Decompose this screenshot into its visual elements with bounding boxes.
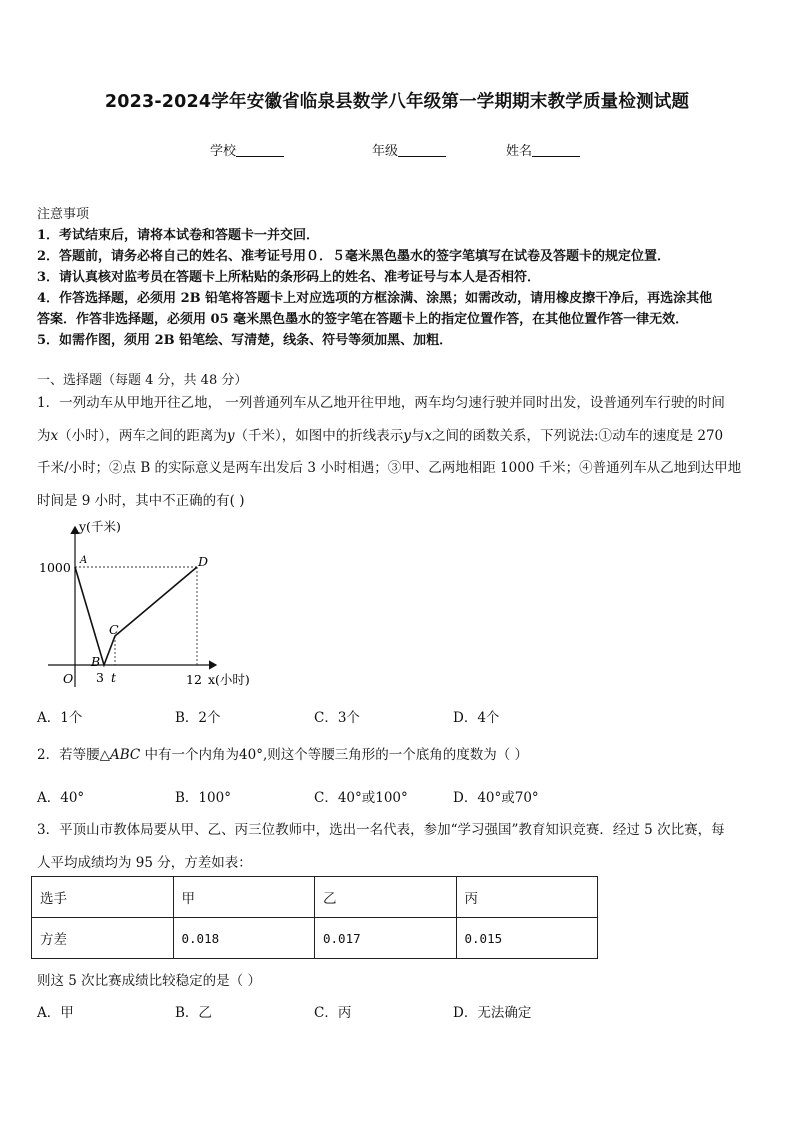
q1-distance-time-graph — [30, 515, 270, 695]
q2-option-b[interactable]: B．100° — [175, 790, 231, 806]
q3-line-2: 人平均成绩均为 95 分，方差如表： — [37, 854, 252, 871]
grade-blank — [398, 143, 446, 157]
q1-option-c[interactable]: C．3个 — [314, 710, 360, 726]
notice-item: 4．作答选择题，必须用 2B 铅笔将答题卡上对应选项的方框涂满、涂黑；如需改动，请用橡皮擦干净后，再选涂其他 — [37, 291, 713, 306]
q3-option-c[interactable]: C．丙 — [314, 1005, 352, 1021]
notice-item: 5．如需作图，须用 2B 铅笔绘、写清楚，线条、符号等须加黑、加粗． — [37, 333, 453, 348]
section-heading: 一、选择题（每题 4 分，共 48 分） — [37, 373, 248, 388]
q1-line-4: 时间是 9 小时，其中不正确的有( ) — [37, 492, 245, 509]
q2-option-c[interactable]: C．40°或100° — [314, 790, 408, 806]
table-header-row — [32, 877, 598, 918]
notice-item: 3．请认真核对监考员在答题卡上所粘贴的条形码上的姓名、准考证号与本人是否相符． — [37, 270, 541, 285]
origin-label: O — [63, 671, 74, 686]
notice-item: 2．答题前，请务必将自己的姓名、准考证号用０．５毫米黑色墨水的签字笔填写在试卷及答题卡的规定位置． — [37, 249, 671, 264]
name-field: 姓名 — [506, 140, 580, 159]
q3-question: 则这 5 次比赛成绩比较稳定的是（ ） — [37, 973, 261, 989]
q1-line-3: 千米/小时；②点 B 的实际意义是两车出发后 3 小时相遇；③甲、乙两地相距 1000 千米；④普通列车从乙地到达甲地 — [37, 460, 742, 476]
x-axis-label: x(小时) — [208, 672, 250, 687]
q1-line-1: 1．一列动车从甲地开往乙地， 一列普通列车从乙地开往甲地，两车均匀速行驶并同时出发，设普通列车行驶的时间 — [37, 395, 725, 411]
q1-option-d[interactable]: D．4个 — [453, 710, 500, 726]
question-2: 2．若等腰△ABC 中有一个内角为40°,则这个等腰三角形的一个底角的度数为（ ） — [37, 747, 529, 763]
table-cell: 选手 — [32, 877, 174, 918]
y-axis-label: y(千米) — [79, 519, 121, 534]
q3-option-d[interactable]: D．无法确定 — [453, 1005, 532, 1021]
table-cell: 0.015 — [456, 918, 598, 959]
school-field: 学校 — [210, 140, 284, 159]
q3-line-1: 3．平顶山市教体局要从甲、乙、丙三位教师中，选出一名代表，参加“学习强国”教育知识竞赛．经过 5 次比赛，每 — [37, 822, 725, 838]
table-cell: 0.018 — [173, 918, 315, 959]
q1-line-2: 为x（小时），两车之间的距离为y（千米），如图中的折线表示y与x之间的函数关系，下列说法:①动车的速度是 270 — [37, 427, 724, 444]
q1-option-b[interactable]: B．2个 — [175, 710, 221, 726]
table-cell: 方差 — [32, 918, 174, 959]
table-cell: 甲 — [173, 877, 315, 918]
q3-option-a[interactable]: A．甲 — [37, 1005, 74, 1021]
point-b-label: B — [91, 654, 101, 669]
name-blank — [532, 143, 580, 157]
q2-option-a[interactable]: A．40° — [37, 790, 85, 806]
x-tick-12: 12 — [186, 672, 202, 687]
page-title: 2023-2024学年安徽省临泉县数学八年级第一学期期末教学质量检测试题 — [104, 92, 690, 112]
point-d-label: D — [198, 554, 209, 569]
notice-item: 答案．作答非选择题，必须用 05 毫米黑色墨水的签字笔在答题卡上的指定位置作答，在其他位置作答一律无效． — [37, 312, 689, 327]
table-row — [32, 918, 598, 959]
school-blank — [236, 143, 284, 157]
notice-heading: 注意事项 — [37, 207, 90, 222]
x-tick-3: 3 — [96, 670, 104, 685]
grade-field: 年级 — [372, 140, 446, 159]
table-cell: 丙 — [456, 877, 598, 918]
q3-option-b[interactable]: B．乙 — [175, 1005, 212, 1021]
question-1 — [37, 387, 757, 517]
table-cell: 乙 — [315, 877, 457, 918]
question-3 — [37, 814, 757, 879]
x-tick-t: t — [111, 670, 117, 685]
distance-polyline — [75, 567, 197, 665]
point-c-label: C — [109, 622, 119, 637]
q1-option-a[interactable]: A．1个 — [37, 710, 83, 726]
y-tick-1000: 1000 — [39, 560, 71, 575]
table-cell: 0.017 — [315, 918, 457, 959]
q2-option-d[interactable]: D．40°或70° — [453, 790, 539, 806]
notice-item: 1．考试结束后，请将本试卷和答题卡一并交回． — [37, 228, 320, 243]
point-a-label: A — [80, 555, 88, 566]
variance-table — [31, 876, 598, 959]
